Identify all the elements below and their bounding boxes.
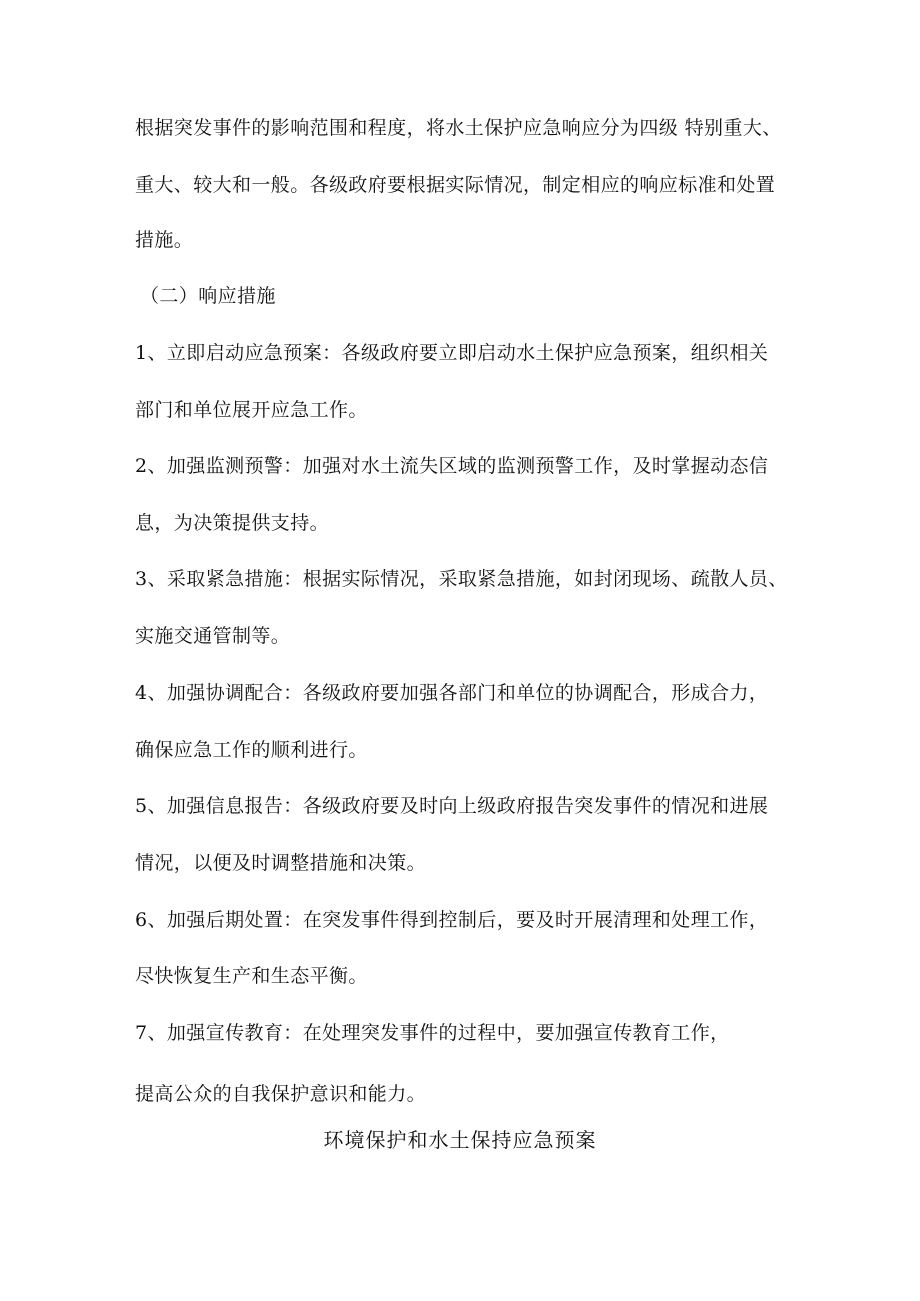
list-item-1-line-2: 部门和单位展开应急工作。 xyxy=(135,399,368,421)
list-item-4-line-1: 4、加强协调配合：各级政府要加强各部门和单位的协调配合，形成合力， xyxy=(135,682,769,704)
document-title: 环境保护和水土保持应急预案 xyxy=(323,1128,597,1152)
list-item-2-line-1: 2、加强监测预警：加强对水土流失区域的监测预警工作，及时掌握动态信 xyxy=(135,455,769,477)
list-item-6-line-2: 尽快恢复生产和生态平衡。 xyxy=(135,965,368,987)
list-item-2-line-2: 息，为决策提供支持。 xyxy=(135,512,330,534)
intro-line-2: 重大、较大和一般。各级政府要根据实际情况，制定相应的响应标准和处置 xyxy=(135,174,776,196)
list-item-1-line-1: 1、立即启动应急预案：各级政府要立即启动水土保护应急预案，组织相关 xyxy=(135,342,769,364)
intro-line-1: 根据突发事件的影响范围和程度，将水土保护应急响应分为四级 特别重大、 xyxy=(135,117,782,139)
section-heading: （二）响应措施 xyxy=(140,285,276,307)
list-item-4-line-2: 确保应急工作的顺利进行。 xyxy=(135,739,368,761)
intro-line-3: 措施。 xyxy=(135,229,194,251)
list-item-7-line-1: 7、加强宣传教育：在处理突发事件的过程中，要加强宣传教育工作， xyxy=(135,1022,730,1044)
list-item-3-line-1: 3、采取紧急措施：根据实际情况，采取紧急措施，如封闭现场、疏散人员、 xyxy=(135,568,788,590)
list-item-5-line-1: 5、加强信息报告：各级政府要及时向上级政府报告突发事件的情况和进展 xyxy=(135,795,769,817)
list-item-6-line-1: 6、加强后期处置：在突发事件得到控制后，要及时开展清理和处理工作， xyxy=(135,909,769,931)
list-item-3-line-2: 实施交通管制等。 xyxy=(135,625,291,647)
list-item-5-line-2: 情况，以便及时调整措施和决策。 xyxy=(135,852,427,874)
list-item-7-line-2: 提高公众的自我保护意识和能力。 xyxy=(135,1083,427,1105)
